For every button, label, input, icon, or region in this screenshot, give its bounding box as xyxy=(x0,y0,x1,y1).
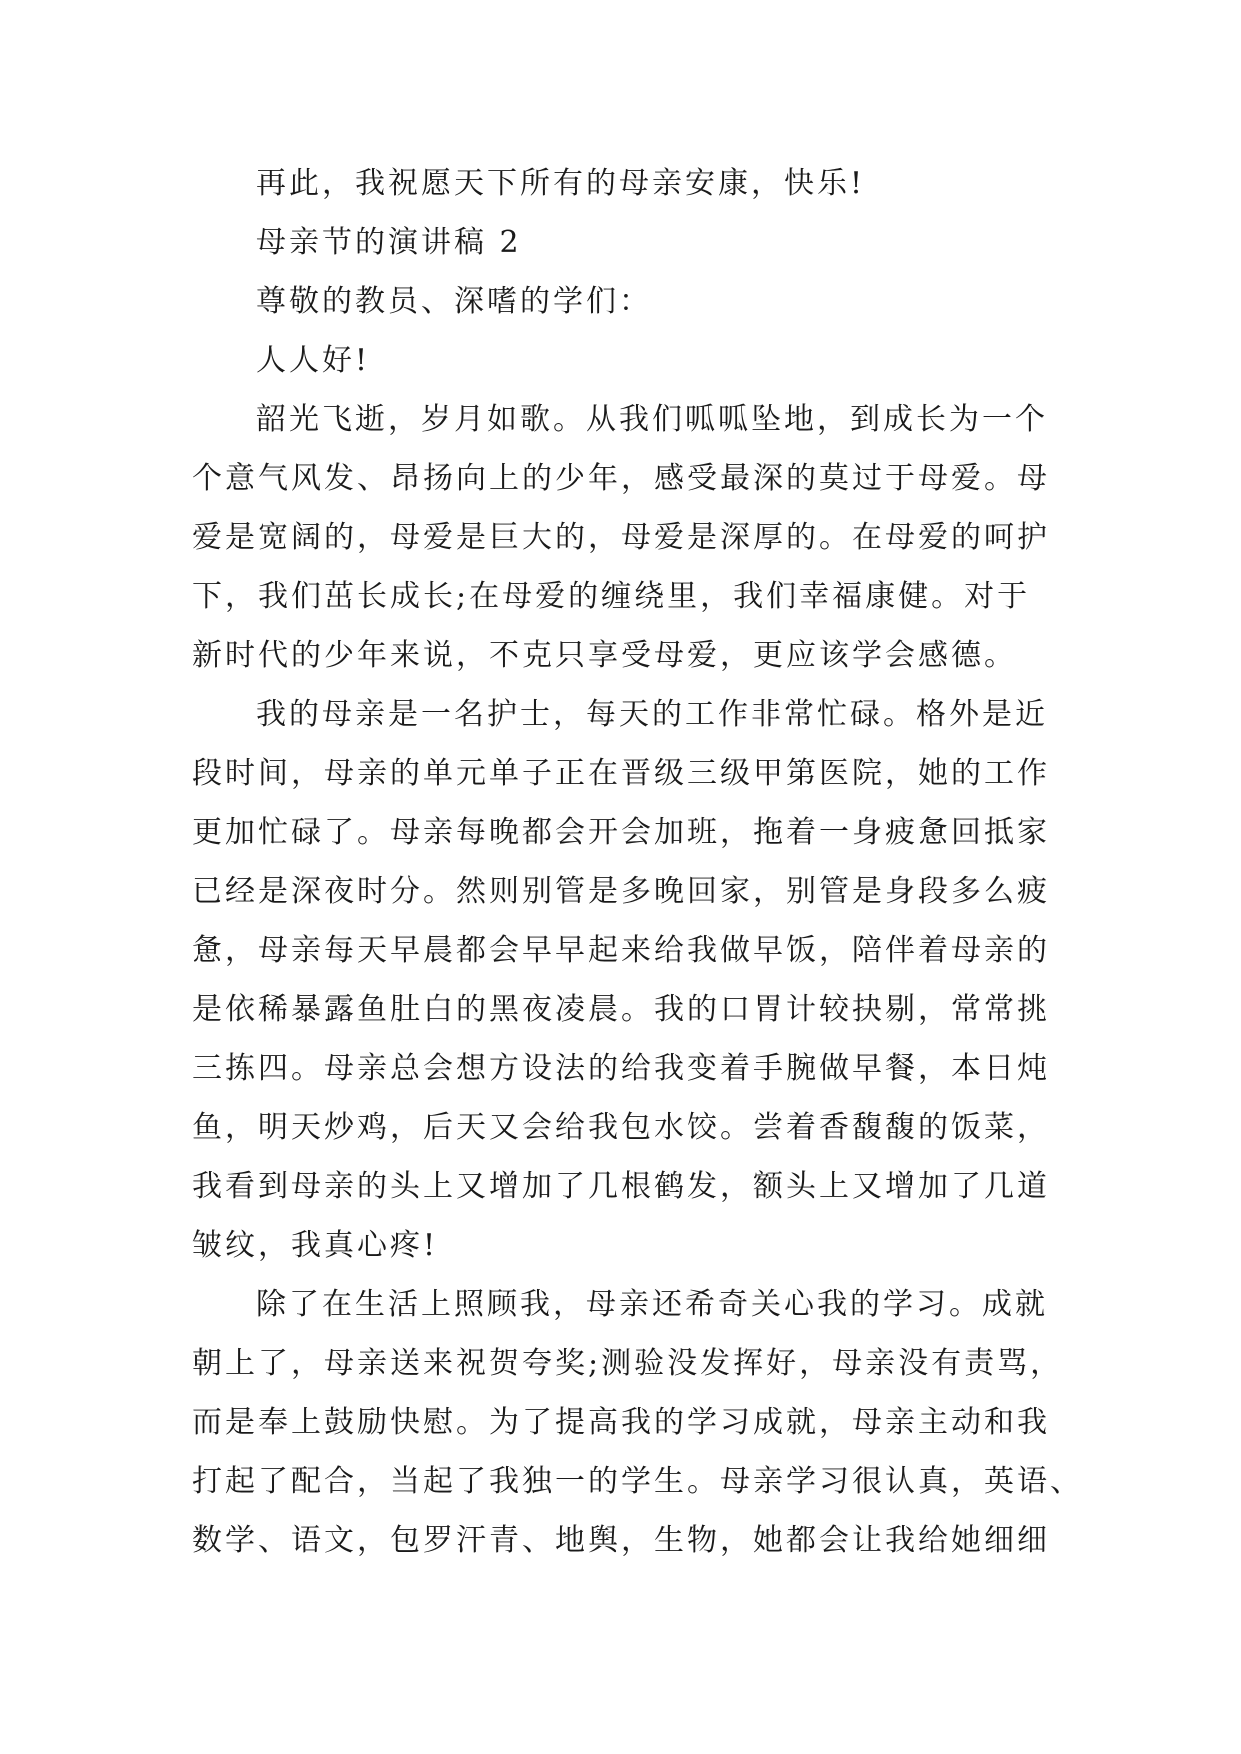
paragraph-1 xyxy=(192,401,1060,675)
text-line: 我的母亲是一名护士，每天的工作非常忙碌。格外是近 xyxy=(256,697,1048,732)
text-line: 打起了配合，当起了我独一的学生。母亲学习很认真，英语、 xyxy=(192,1464,1083,1499)
text-line: 更加忙碌了。母亲每晚都会开会加班，拖着一身疲惫回抵家 xyxy=(192,815,1050,850)
text-line: 我看到母亲的头上又增加了几根鹤发，额头上又增加了几道 xyxy=(192,1169,1050,1204)
speech-title: 母亲节的演讲稿 2 xyxy=(256,225,522,260)
text-line: 三拣四。母亲总会想方设法的给我变着手腕做早餐，本日炖 xyxy=(192,1051,1050,1086)
text-line: 数学、语文，包罗汗青、地舆，生物，她都会让我给她细细 xyxy=(192,1523,1050,1558)
text-line: 爱是宽阔的，母爱是巨大的，母爱是深厚的。在母爱的呵护 xyxy=(192,520,1050,555)
document-page xyxy=(192,165,1083,1581)
salutation-line: 尊敬的教员、深嗜的学们： xyxy=(256,284,652,319)
paragraph-2 xyxy=(192,696,1060,1265)
text-line: 新时代的少年来说，不克只享受母爱，更应该学会感德。 xyxy=(192,638,1017,673)
text-line: 惫，母亲每天早晨都会早早起来给我做早饭，陪伴着母亲的 xyxy=(192,933,1050,968)
text-line: 而是奉上鼓励快慰。为了提高我的学习成就，母亲主动和我 xyxy=(192,1405,1050,1440)
closing-wish-line: 再此，我祝愿天下所有的母亲安康，快乐! xyxy=(256,166,866,201)
text-line: 已经是深夜时分。然则别管是多晚回家，别管是身段多么疲 xyxy=(192,874,1050,909)
paragraph-3 xyxy=(192,1286,1083,1560)
text-line: 是依稀暴露鱼肚白的黑夜凌晨。我的口胃计较抉剔，常常挑 xyxy=(192,992,1050,1027)
text-line: 个意气风发、昂扬向上的少年，感受最深的莫过于母爱。母 xyxy=(192,461,1050,496)
text-line: 除了在生活上照顾我，母亲还希奇关心我的学习。成就 xyxy=(256,1287,1048,1322)
text-line: 下，我们茁长成长;在母爱的缠绕里，我们幸福康健。对于 xyxy=(192,579,1031,614)
text-line: 鱼，明天炒鸡，后天又会给我包水饺。尝着香馥馥的饭菜， xyxy=(192,1110,1050,1145)
text-line: 皱纹，我真心疼! xyxy=(192,1228,439,1263)
text-line: 段时间，母亲的单元单子正在晋级三级甲第医院，她的工作 xyxy=(192,756,1050,791)
greeting-line: 人人好! xyxy=(256,343,371,378)
text-line: 韶光飞逝，岁月如歌。从我们呱呱坠地，到成长为一个 xyxy=(256,402,1048,437)
text-line: 朝上了，母亲送来祝贺夸奖;测验没发挥好，母亲没有责骂， xyxy=(192,1346,1064,1381)
